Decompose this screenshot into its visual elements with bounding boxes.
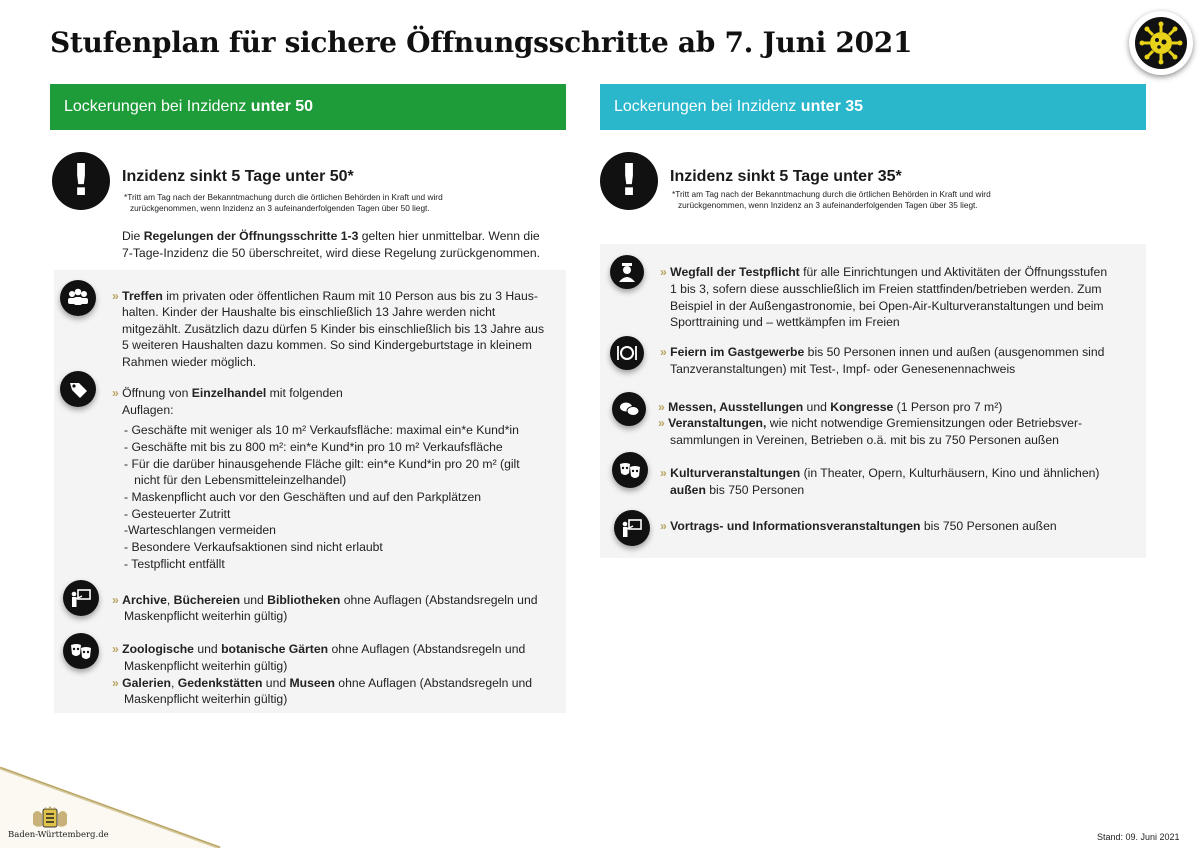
banner-bold: unter 35	[800, 98, 864, 115]
virus-badge	[1129, 11, 1193, 75]
kultur-text: » Kulturveranstaltungen (in Theater, Opern, Kulturhäusern, Kino und ähnlichen)	[660, 466, 1100, 480]
footnote-line: *Tritt am Tag nach der Bekanntmachung durch die örtlichen Behörden in Kraft und wird	[124, 192, 443, 202]
testpflicht-text: Sporttraining und – wettkämpfen im Freien	[670, 315, 900, 329]
banner-under-50	[50, 84, 566, 130]
treffen-text: » Treffen im privaten oder öffentlichen Raum mit 10 Person aus bis zu 3 Haus-	[112, 289, 538, 303]
page-title: Stufenplan für sichere Öffnungsschritte ab 7. Juni 2021	[50, 26, 913, 59]
banner-prefix: Lockerungen bei Inzidenz	[64, 98, 251, 115]
people-icon	[60, 280, 96, 316]
list-item: - Geschäfte mit weniger als 10 m² Verkaufsfläche: maximal ein*e Kund*in	[124, 423, 519, 437]
testpflicht-text: Beispiel in der Außengastronomie, bei Open-Air-Kulturveranstaltungen und beim	[670, 299, 1104, 313]
footnote-line: zurückgenommen, wenn Inzidenz an 3 aufeinanderfolgenden Tagen über 50 liegt.	[130, 203, 430, 213]
galerien-text: » Galerien, Gedenkstätten und Museen ohne Auflagen (Abstandsregeln und	[112, 676, 533, 690]
feiern-text: Tanzveranstaltungen) mit Test-, Impf- oder Genesenennachweis	[670, 362, 1016, 376]
veranstaltungen-text: sammlungen in Vereinen, Betrieben o.ä. mit bis zu 750 Personen außen	[670, 433, 1059, 447]
presentation-icon	[614, 510, 650, 546]
list-item: -Warteschlangen vermeiden	[124, 523, 276, 537]
exclamation-icon: !	[52, 152, 110, 210]
exclamation-icon: !	[600, 152, 658, 210]
coat-of-arms-icon	[30, 806, 70, 832]
kultur-text: außen bis 750 Personen	[670, 483, 805, 497]
list-item: - Testpflicht entfällt	[124, 557, 225, 571]
testpflicht-text: » Wegfall der Testpflicht für alle Einrichtungen und Aktivitäten der Öffnungsstufen	[660, 265, 1108, 279]
messen-text: » Messen, Ausstellungen und Kongresse (1 Person pro 7 m²)	[658, 400, 1003, 414]
heading-under-35: Inzidenz sinkt 5 Tage unter 35*	[670, 168, 902, 185]
treffen-text: halten. Kinder der Haushalte bis einschließlich 13 Jahre werden nicht	[122, 305, 496, 319]
archive-text: » Archive, Büchereien und Bibliotheken ohne Auflagen (Abstandsregeln und	[112, 593, 538, 607]
list-item: nicht für den Lebensmitteleinzelhandel)	[124, 473, 347, 487]
list-item: - Gesteuerter Zutritt	[124, 507, 231, 521]
list-item: - Besondere Verkaufsaktionen sind nicht erlaubt	[124, 540, 383, 554]
list-item: - Für die darüber hinausgehende Fläche gilt: ein*e Kund*in pro 20 m² (gilt	[124, 457, 520, 471]
price-tag-icon	[60, 371, 96, 407]
treffen-text: 5 weiteren Haushalten dazu kommen. So sind Kindergeburtstage in kleinem	[122, 338, 532, 352]
footnote-line: *Tritt am Tag nach der Bekanntmachung durch die örtlichen Behörden in Kraft und wird	[672, 189, 991, 199]
footer-date: Stand: 09. Juni 2021	[1097, 832, 1180, 842]
veranstaltungen-text: » Veranstaltungen, wie nicht notwendige Gremiensitzungen oder Betriebsver-	[658, 416, 1083, 430]
dining-icon	[610, 336, 644, 370]
zoo-text: Maskenpflicht weiterhin gültig)	[124, 659, 288, 673]
einzelhandel-text: » Öffnung von Einzelhandel mit folgenden	[112, 386, 343, 400]
list-item: - Geschäfte mit bis zu 800 m²: ein*e Kund*in pro 10 m² Verkaufsfläche	[124, 440, 503, 454]
treffen-text: Rahmen wieder möglich.	[122, 355, 257, 369]
einzelhandel-text: Auflagen:	[122, 403, 174, 417]
banner-bold: unter 50	[250, 98, 314, 115]
presentation-icon	[63, 580, 99, 616]
feiern-text: » Feiern im Gastgewerbe bis 50 Personen innen und außen (ausgenommen sind	[660, 345, 1105, 359]
banner-under-35	[600, 84, 1146, 130]
archive-text: Maskenpflicht weiterhin gültig)	[124, 609, 288, 623]
list-item: - Maskenpflicht auch vor den Geschäften und auf den Parkplätzen	[124, 490, 482, 504]
testpflicht-text: 1 bis 3, sofern diese ausschließlich im Freien stattfinden/betrieben werden. Zum	[670, 282, 1102, 296]
person-icon	[610, 255, 644, 289]
virus-icon	[1135, 17, 1187, 69]
theater-masks-icon	[63, 633, 99, 669]
treffen-text: mitgezählt. Zusätzlich dazu dürfen 5 Kinder bis einschließlich bis 13 Jahre aus	[122, 322, 545, 336]
intro-text: Die Regelungen der Öffnungsschritte 1-3 gelten hier unmittelbar. Wenn die	[122, 229, 540, 243]
zoo-text: » Zoologische und botanische Gärten ohne Auflagen (Abstandsregeln und	[112, 642, 526, 656]
theater-masks-icon	[612, 452, 648, 488]
intro-text: 7-Tage-Inzidenz die 50 überschreitet, wird diese Regelung zurückgenommen.	[122, 246, 540, 260]
footer-brand: Baden-Württemberg.de	[8, 830, 109, 840]
banner-prefix: Lockerungen bei Inzidenz	[614, 98, 801, 115]
speech-bubbles-icon	[612, 392, 646, 426]
footnote-line: zurückgenommen, wenn Inzidenz an 3 aufeinanderfolgenden Tagen über 35 liegt.	[678, 200, 978, 210]
vortrag-text: » Vortrags- und Informationsveranstaltungen bis 750 Personen außen	[660, 519, 1057, 533]
galerien-text: Maskenpflicht weiterhin gültig)	[124, 692, 288, 706]
heading-under-50: Inzidenz sinkt 5 Tage unter 50*	[122, 168, 354, 185]
